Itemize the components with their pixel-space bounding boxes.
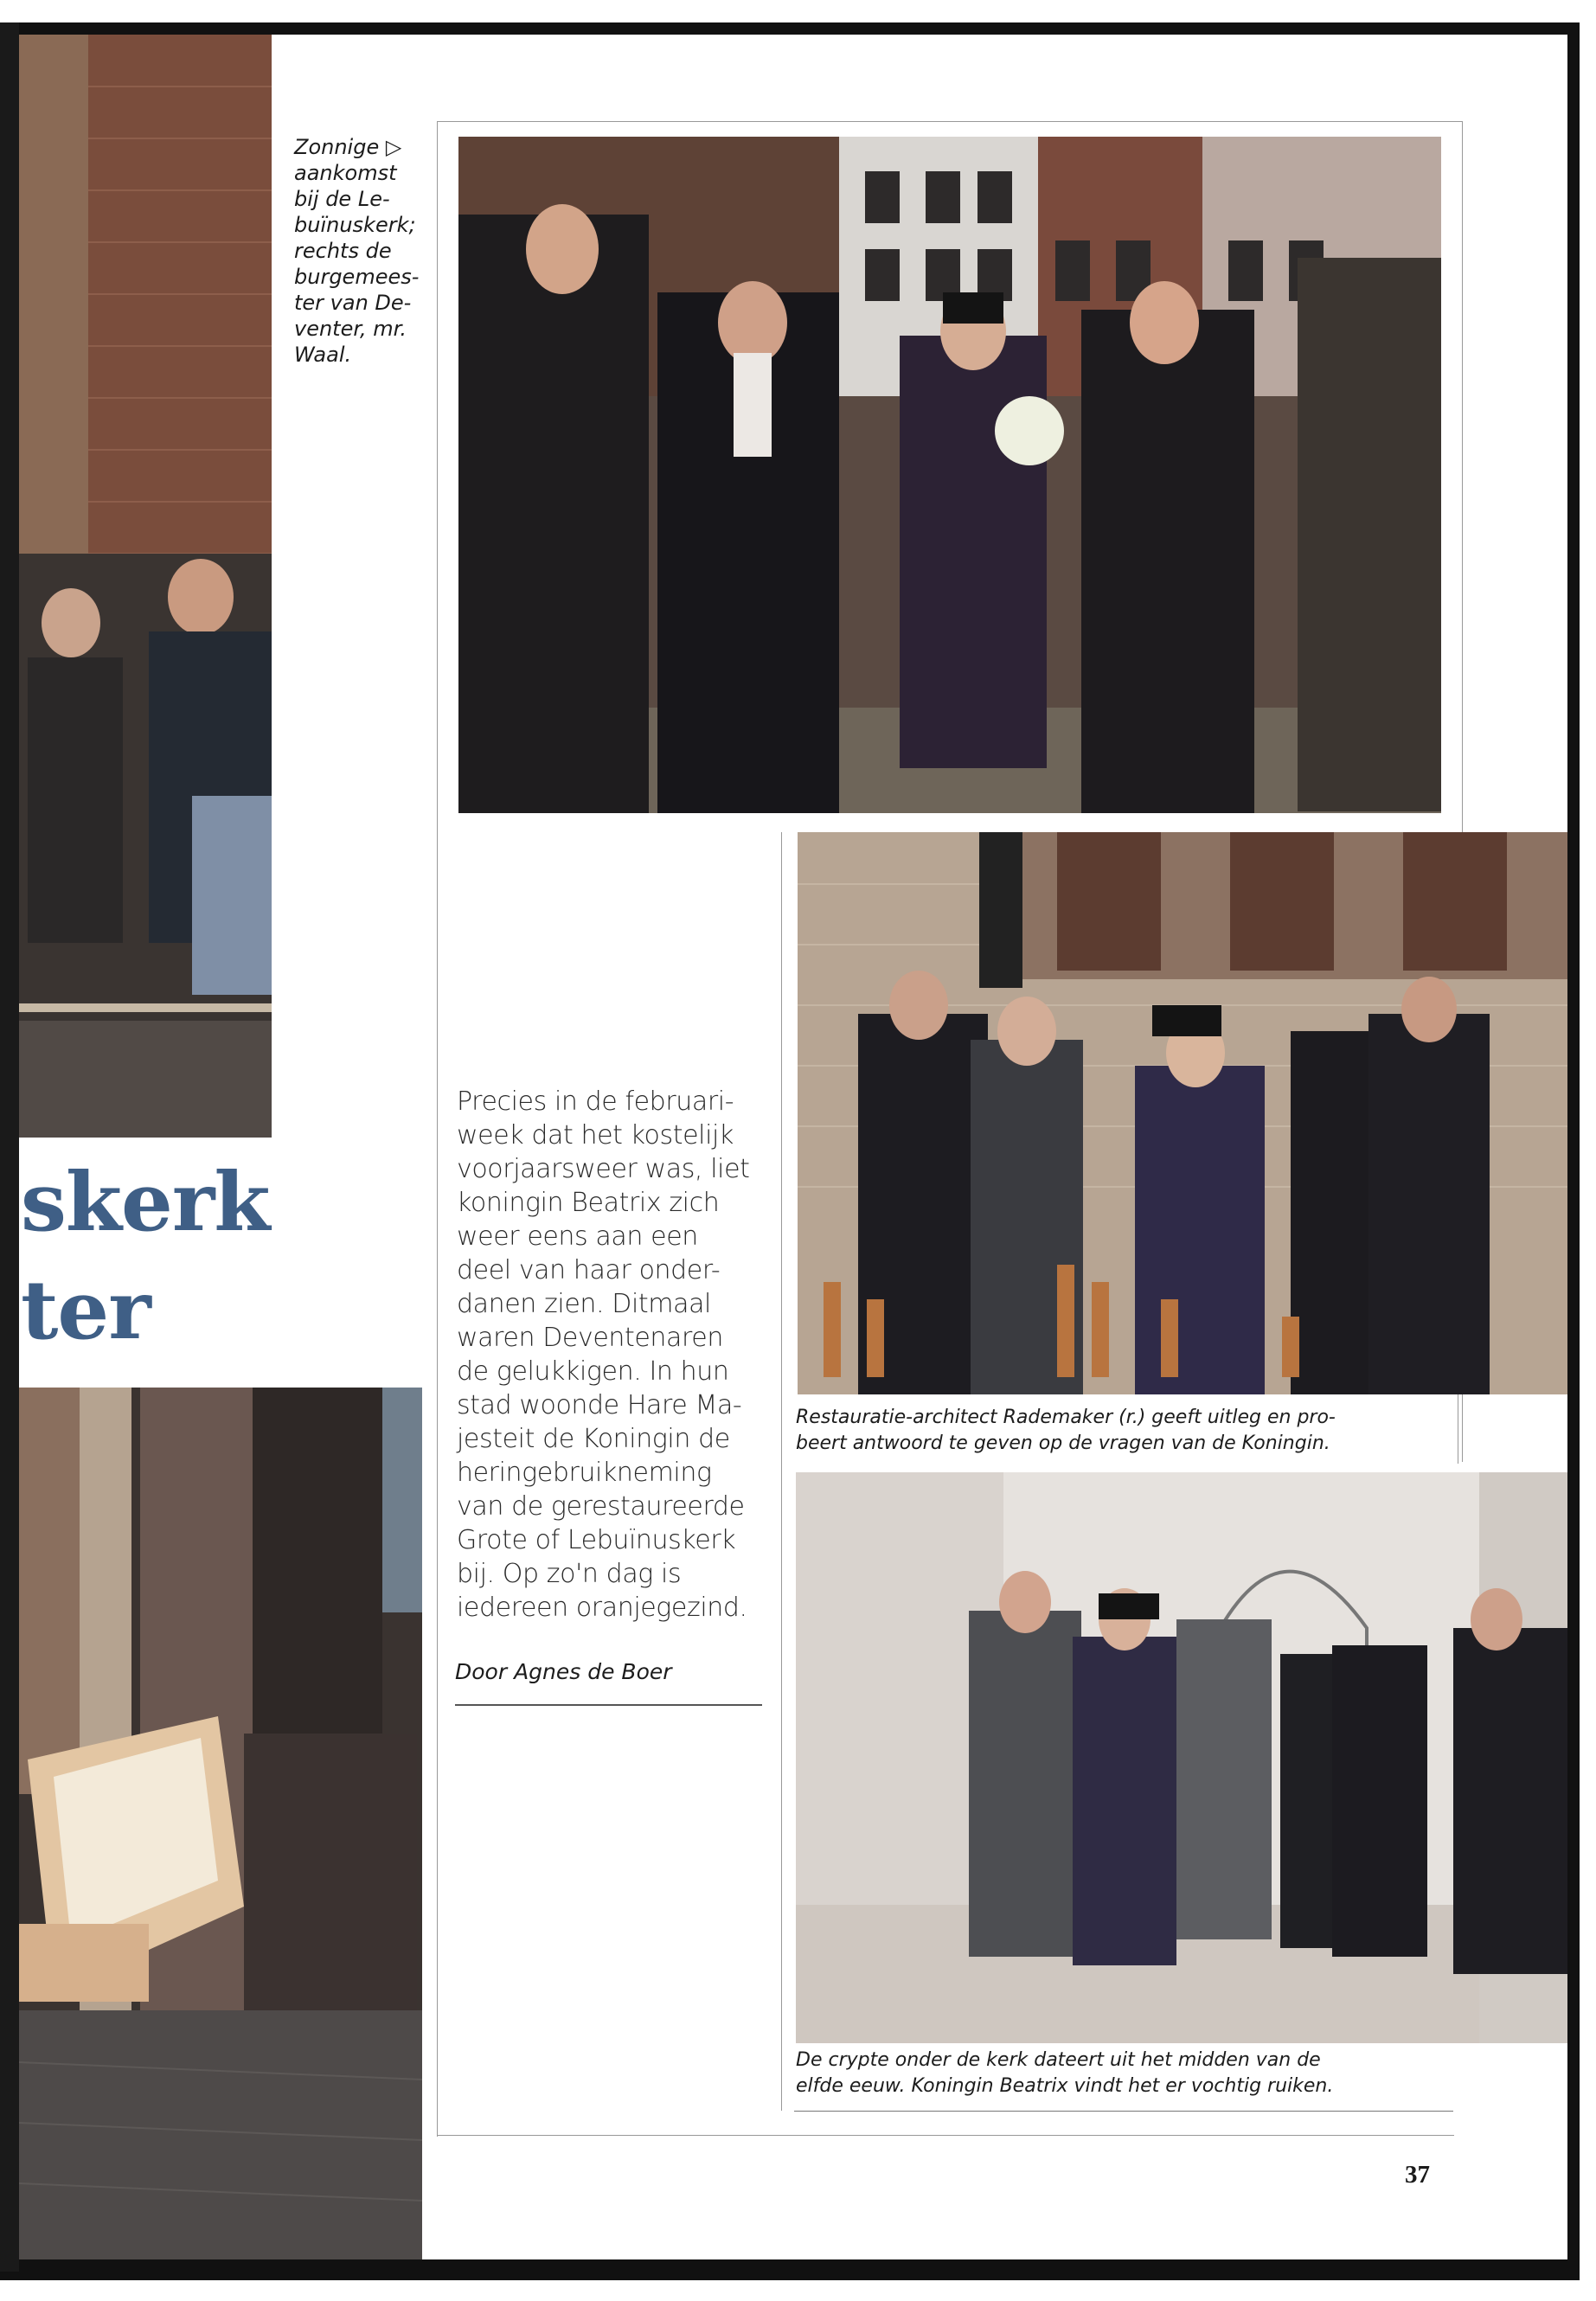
headline-line1: skerk	[21, 1155, 270, 1250]
caption-architect-line: Restauratie-architect Rademaker (r.) geeft uitleg en pro-	[796, 1407, 1336, 1428]
frame-rule-top	[437, 121, 1463, 122]
headline-line2: ter	[21, 1263, 151, 1358]
intro-line: Grote of Lebuïnuskerk	[457, 1525, 736, 1555]
photo-audience-left	[19, 35, 272, 1138]
caption-arrival-line: aankomst	[294, 161, 397, 185]
intro-line: Precies in de februari-	[457, 1086, 734, 1117]
scan-border-left	[0, 22, 19, 2272]
caption-arrival-line: buïnuskerk;	[294, 213, 416, 237]
intro-line: stad woonde Hare Ma-	[457, 1390, 742, 1420]
intro-line: bij. Op zo'n dag is	[457, 1559, 682, 1589]
middle-column-rule	[781, 832, 782, 2111]
intro-line: waren Deventenaren	[457, 1323, 723, 1353]
photo-display-case	[19, 1388, 422, 2259]
intro-paragraph	[457, 1085, 768, 1625]
page-number: 37	[1405, 2161, 1430, 2189]
scan-border-right	[1567, 22, 1580, 2279]
scan-border-bottom	[0, 2259, 1580, 2280]
caption-crypt-rule	[794, 2111, 1453, 2112]
caption-arrival-line: Zonnige ▷	[294, 135, 402, 159]
caption-arrival-line: rechts de	[294, 239, 392, 263]
caption-architect	[796, 1405, 1453, 1457]
caption-crypt-line: De crypte onder de kerk dateert uit het midden van de	[796, 2049, 1321, 2071]
photo-architect	[798, 832, 1567, 1394]
byline-rule	[455, 1704, 762, 1706]
scan-border-top	[0, 0, 1596, 22]
caption-arrival	[294, 134, 424, 368]
intro-line: deel van haar onder-	[457, 1255, 721, 1285]
intro-line: jesteit de Koningin de	[457, 1424, 730, 1454]
caption-arrival-line: Waal.	[294, 343, 352, 367]
caption-arrival-line: burgemees-	[294, 265, 420, 289]
intro-line: van de gerestaureerde	[457, 1491, 745, 1522]
intro-line: week dat het kostelijk	[457, 1120, 734, 1150]
caption-arrival-line: bij de Le-	[294, 187, 390, 211]
photo-arrival	[458, 137, 1441, 813]
frame-rule-bottom	[437, 2135, 1454, 2136]
photo-crypt	[796, 1472, 1567, 2043]
intro-line: koningin Beatrix zich	[457, 1188, 720, 1218]
caption-arrival-line: ter van De-	[294, 291, 412, 315]
caption-arrival-line: venter, mr.	[294, 317, 407, 341]
caption-crypt-line: elfde eeuw. Koningin Beatrix vindt het er vochtig ruiken.	[796, 2075, 1334, 2097]
caption-crypt	[796, 2048, 1453, 2099]
intro-line: danen zien. Ditmaal	[457, 1289, 711, 1319]
byline: Door Agnes de Boer	[455, 1659, 672, 1684]
intro-line: de gelukkigen. In hun	[457, 1356, 729, 1387]
intro-line: voorjaarsweer was, liet	[457, 1154, 750, 1184]
intro-line: heringebruikneming	[457, 1458, 712, 1488]
column-rule	[437, 121, 438, 2137]
intro-line: iedereen oranjegezind.	[457, 1593, 747, 1623]
caption-architect-line: beert antwoord te geven op de vragen van de Koningin.	[796, 1433, 1330, 1454]
scan-border-line	[0, 22, 1574, 35]
intro-line: weer eens aan een	[457, 1221, 698, 1252]
